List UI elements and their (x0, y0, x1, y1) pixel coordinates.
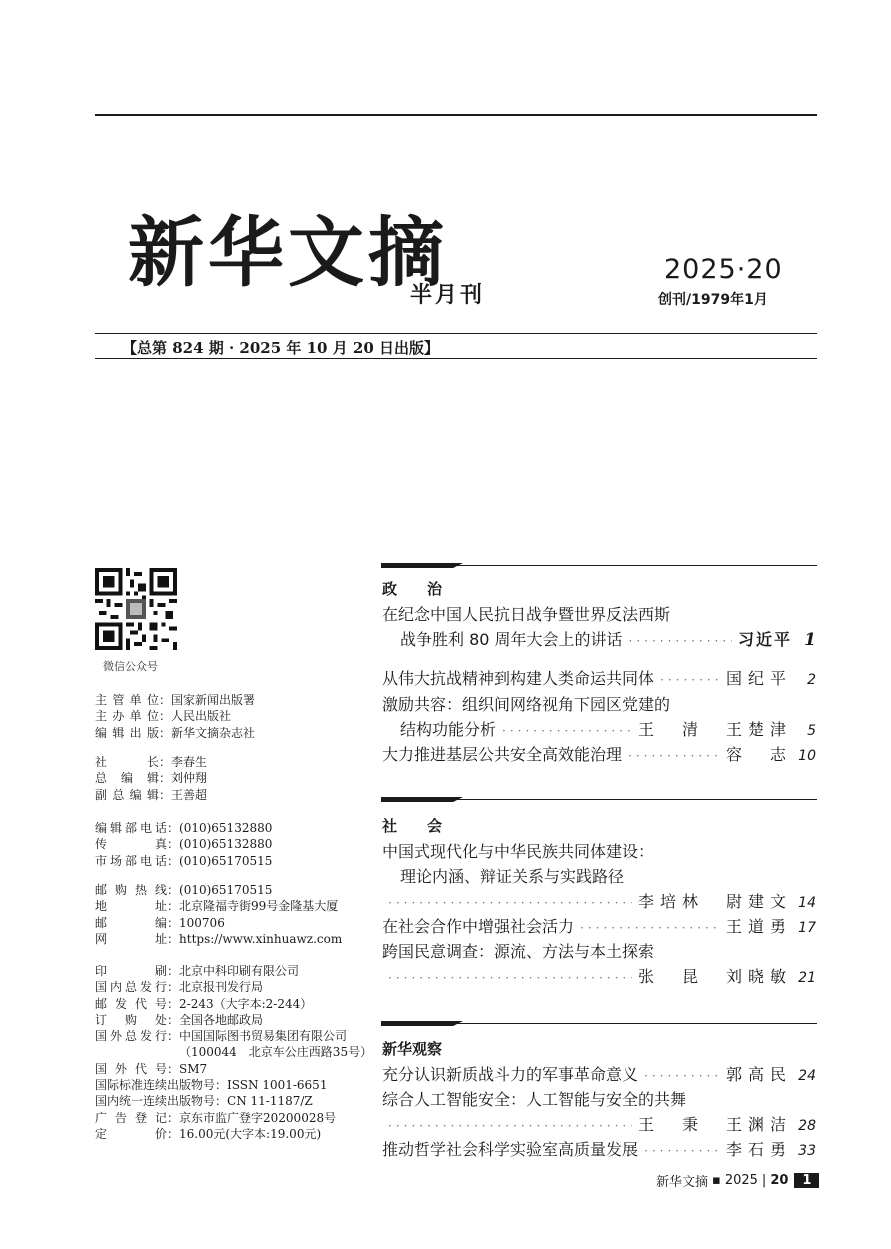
imprint-label: 订购处 (95, 1012, 167, 1027)
section-divider (381, 563, 817, 569)
imprint-value: ISSN 1001-6651 (227, 1078, 328, 1093)
imprint-group-2 (95, 754, 207, 803)
leader-dots (580, 921, 720, 935)
toc-title: 在纪念中国人民抗日战争暨世界反法西斯 (382, 605, 671, 624)
toc-author: 习近平 (737, 630, 792, 649)
toc-title: 大力推进基层公共安全高效能治理 (382, 745, 623, 764)
magazine-title: 新华文摘 (128, 208, 448, 297)
imprint-row: 订购处 ： 全国各地邮政局 (95, 1012, 264, 1027)
imprint-group-1 (95, 692, 255, 741)
imprint-label: 邮编 (95, 915, 167, 930)
imprint-label: 社长 (95, 755, 159, 769)
imprint-label: 地址 (95, 899, 167, 914)
toc-title: 理论内涵、辩证关系与实践路径 (400, 867, 625, 886)
imprint-value: https://www.xinhuawz.com (179, 931, 343, 946)
toc-title: 结构功能分析 (400, 720, 497, 739)
imprint-value: (010)65132880 (179, 837, 273, 852)
leader-dots (644, 1144, 720, 1158)
toc-page: 2 (807, 672, 816, 688)
leader-dots (388, 1119, 632, 1133)
imprint-label: 编辑出版 (95, 725, 159, 740)
toc-page: 1 (804, 630, 816, 650)
toc-title: 综合人工智能安全：人工智能与安全的共舞 (382, 1090, 687, 1109)
imprint-label: 传真 (95, 837, 167, 852)
imprint-group-5 (95, 963, 372, 1142)
toc-page: 17 (798, 920, 816, 936)
toc-page: 10 (798, 748, 816, 764)
imprint-label: 邮发代号 (95, 996, 167, 1011)
imprint-group-4 (95, 882, 342, 947)
imprint-value: 北京隆福寺街99号金隆基大厦 (179, 899, 339, 914)
imprint-group-3 (95, 820, 272, 869)
toc-entry[interactable] (382, 1087, 816, 1109)
leader-dots (502, 724, 632, 738)
imprint-value: 刘仲翔 (171, 771, 208, 786)
imprint-value: 北京中科印刷有限公司 (179, 964, 300, 978)
toc-entry[interactable] (382, 1137, 816, 1159)
page-number: 1 (794, 1173, 819, 1188)
imprint-value: 国家新闻出版署 (171, 693, 256, 707)
imprint-row (95, 1044, 372, 1060)
imprint-row: 网址 ： https://www.xinhuawz.com (95, 931, 343, 946)
imprint-label: 主管单位 (95, 693, 159, 707)
imprint-label: 国内统一连续出版物号 (95, 1094, 216, 1109)
toc-page: 33 (798, 1143, 816, 1159)
toc-entry[interactable] (382, 1062, 816, 1084)
imprint-label: 国际标准连续出版物号 (95, 1078, 216, 1093)
imprint-value: 全国各地邮政局 (179, 1012, 264, 1027)
magazine-subtitle: 半月刊 (410, 283, 486, 308)
imprint-label: 网址 (95, 931, 167, 946)
qr-code-icon (95, 568, 177, 650)
imprint-row: 国内总发行 ： 北京报刊发行局 (95, 980, 264, 995)
toc-title: 在社会合作中增强社会活力 (382, 917, 575, 936)
footer-issue: 20 (770, 1173, 789, 1188)
issue-number: 2025·20 (664, 254, 783, 285)
imprint-value: 16.00元(大字本:19.00元) (179, 1126, 322, 1141)
toc-entry[interactable] (382, 939, 816, 961)
toc-page: 24 (798, 1068, 816, 1084)
toc-entry[interactable] (382, 742, 816, 764)
toc-author: 王 清 王楚津 (637, 720, 792, 739)
imprint-row: 总编辑 ： 刘仲翔 (95, 771, 208, 786)
imprint-value: 中国国际图书贸易集团有限公司 (179, 1029, 348, 1044)
toc-entry[interactable] (382, 692, 816, 714)
imprint-value: 2-243（大字本:2-244） (179, 996, 313, 1011)
imprint-label: 编辑部电话 (95, 821, 167, 835)
imprint-row: 主管单位 ： 国家新闻出版署 (95, 693, 256, 707)
qr-caption: 微信公众号 (103, 660, 158, 673)
section-divider (381, 1021, 817, 1027)
toc-author: 李石勇 (725, 1140, 792, 1159)
toc-entry[interactable] (382, 889, 816, 911)
imprint-row: 国外总发行 ： 中国国际图书贸易集团有限公司 (95, 1029, 348, 1044)
section-title-observe: 新华观察 (382, 1040, 443, 1058)
imprint-label: 市场部电话 (95, 853, 167, 868)
toc-title: 激励共容：组织间网络视角下园区党建的 (382, 695, 671, 714)
imprint-row: 主办单位 ： 人民出版社 (95, 709, 232, 724)
imprint-row: 国际标准连续出版物号 ： ISSN 1001-6651 (95, 1078, 328, 1093)
toc-entry[interactable] (382, 717, 816, 739)
imprint-value: (010)65132880 (179, 821, 273, 835)
imprint-value: 李春生 (171, 755, 208, 769)
toc-title: 从伟大抗战精神到构建人类命运共同体 (382, 669, 655, 688)
imprint-value: （100044 北京车公庄西路35号） (179, 1045, 373, 1060)
imprint-row: 国外代号 ： SM7 (95, 1061, 208, 1076)
leader-dots (644, 1069, 720, 1083)
section-title-politics: 政 治 (382, 580, 443, 598)
toc-title: 推动哲学社会科学实验室高质量发展 (382, 1140, 639, 1159)
imprint-value: 新华文摘杂志社 (171, 725, 256, 740)
footer-separator: | (761, 1173, 767, 1188)
imprint-row: 地址 ： 北京隆福寺街99号金隆基大厦 (95, 899, 339, 914)
toc-entry[interactable] (382, 914, 816, 936)
imprint-label: 广告登记 (95, 1110, 167, 1125)
imprint-label: 国外总发行 (95, 1029, 167, 1044)
toc-title: 跨国民意调查：源流、方法与本土探索 (382, 942, 655, 961)
imprint-value: 100706 (179, 915, 225, 930)
imprint-value: 北京报刊发行局 (179, 980, 264, 995)
toc-page: 5 (807, 723, 816, 739)
footer-bullet-icon: ▪ (712, 1173, 721, 1188)
founded-date: 创刊/1979年1月 (658, 292, 768, 308)
toc-entry[interactable] (382, 839, 816, 861)
toc-author: 张 昆 刘晓敏 (637, 967, 792, 986)
toc-entry[interactable] (382, 964, 816, 986)
toc-author: 李培林 尉建文 (637, 892, 792, 911)
masthead-rule-bottom (95, 358, 817, 359)
footer-year: 2025 (724, 1173, 758, 1188)
toc-entry[interactable] (382, 666, 816, 688)
publication-line: 【总第 824 期 · 2025 年 10 月 20 日出版】 (122, 339, 440, 357)
imprint-value: (010)65170515 (179, 853, 273, 868)
imprint-value: 王善超 (171, 787, 208, 802)
imprint-row: 传真 ： (010)65132880 (95, 837, 273, 852)
toc-author: 郭高民 (725, 1065, 792, 1084)
top-rule (95, 114, 817, 116)
imprint-value: SM7 (179, 1061, 208, 1076)
toc-page: 28 (798, 1118, 816, 1134)
imprint-row: 市场部电话 ： (010)65170515 (95, 853, 273, 868)
imprint-row: 邮编 ： 100706 (95, 915, 225, 930)
imprint-row: 社长 ： 李春生 (95, 755, 208, 769)
imprint-label: 印刷 (95, 964, 167, 978)
leader-dots (388, 971, 632, 985)
toc-entry[interactable] (382, 627, 816, 649)
toc-entry[interactable] (382, 864, 816, 886)
imprint-label: 国外代号 (95, 1061, 167, 1076)
toc-title: 战争胜利 80 周年大会上的讲话 (400, 630, 623, 649)
imprint-label: 定价 (95, 1126, 167, 1141)
imprint-row: 国内统一连续出版物号 ： CN 11-1187/Z (95, 1094, 313, 1109)
toc-author: 容 志 (725, 745, 792, 764)
imprint-row: 定价 ： 16.00元(大字本:19.00元) (95, 1126, 322, 1141)
imprint-row: 邮购热线 ： (010)65170515 (95, 883, 273, 897)
toc-author: 国纪平 (725, 669, 792, 688)
imprint-label: 副总编辑 (95, 787, 159, 802)
imprint-row: 副总编辑 ： 王善超 (95, 787, 208, 802)
toc-title: 充分认识新质战斗力的军事革命意义 (382, 1065, 639, 1084)
masthead-rule-top (95, 333, 817, 334)
imprint-label: 国内总发行 (95, 980, 167, 995)
leader-dots (660, 673, 720, 687)
imprint-value: (010)65170515 (179, 883, 273, 897)
leader-dots (628, 749, 720, 763)
imprint-value: 人民出版社 (171, 709, 232, 724)
imprint-value: CN 11-1187/Z (227, 1094, 313, 1109)
imprint-row: 印刷 ： 北京中科印刷有限公司 (95, 964, 300, 978)
toc-entry[interactable] (382, 1112, 816, 1134)
toc-page: 21 (798, 970, 816, 986)
imprint-row: 编辑部电话 ： (010)65132880 (95, 821, 273, 835)
toc-title: 中国式现代化与中华民族共同体建设： (382, 842, 655, 861)
section-divider (381, 797, 817, 803)
page-footer (656, 1171, 819, 1190)
leader-dots (629, 634, 732, 648)
footer-magazine: 新华文摘 (656, 1175, 709, 1190)
toc-page: 14 (798, 895, 816, 911)
imprint-row: 编辑出版 ： 新华文摘杂志社 (95, 725, 256, 740)
toc-entry[interactable] (382, 602, 816, 624)
imprint-row: 邮发代号 ： 2-243（大字本:2-244） (95, 996, 313, 1011)
section-title-society: 社 会 (382, 817, 443, 835)
imprint-row: 广告登记 ： 京东市监广登字20200028号 (95, 1110, 337, 1125)
imprint-label (95, 1044, 167, 1060)
toc-author: 王 秉 王渊洁 (637, 1115, 792, 1134)
imprint-label: 邮购热线 (95, 883, 167, 897)
leader-dots (388, 896, 632, 910)
imprint-value: 京东市监广登字20200028号 (179, 1110, 337, 1125)
imprint-label: 主办单位 (95, 709, 159, 724)
toc-author: 王道勇 (725, 917, 792, 936)
imprint-label: 总编辑 (95, 771, 159, 786)
